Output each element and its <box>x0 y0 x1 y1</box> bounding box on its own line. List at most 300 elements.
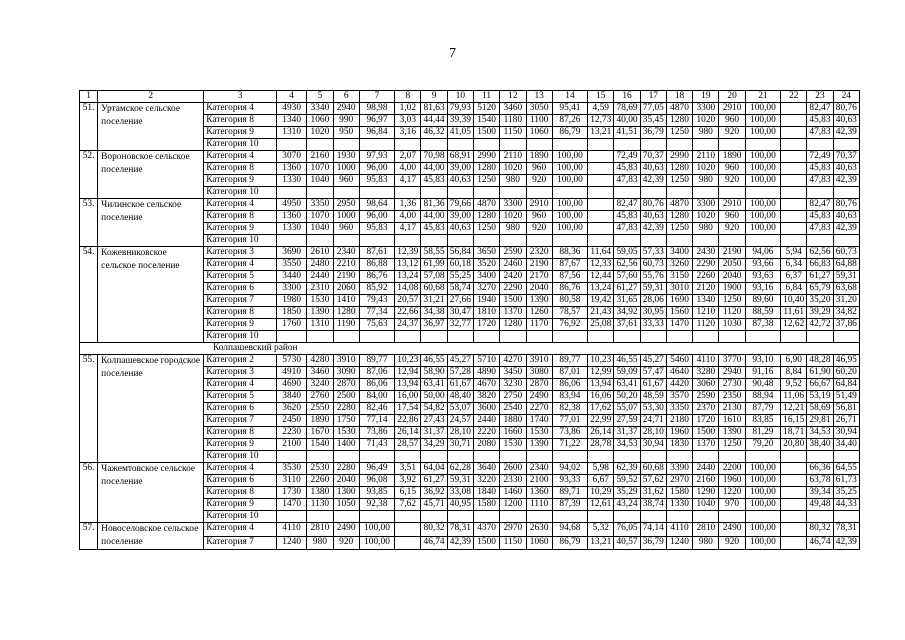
value-cell: 62,56 <box>807 247 833 259</box>
value-cell: 1280 <box>473 163 499 175</box>
category-cell: Категория 4 <box>204 523 277 537</box>
value-cell: 1530 <box>333 427 359 439</box>
value-cell: 3650 <box>473 247 499 259</box>
value-cell: 11,61 <box>781 307 807 319</box>
value-cell <box>588 151 614 163</box>
value-cell: 28,06 <box>640 295 666 307</box>
value-cell <box>588 451 614 463</box>
value-cell: 1890 <box>526 151 552 163</box>
value-cell <box>781 199 807 211</box>
value-cell: 59,31 <box>833 271 859 283</box>
value-cell: 100,00 <box>745 163 780 175</box>
value-cell: 87,06 <box>359 367 394 379</box>
value-cell: 1250 <box>719 439 745 451</box>
value-cell: 1880 <box>500 415 526 427</box>
value-cell <box>745 235 780 247</box>
value-cell: 1530 <box>500 439 526 451</box>
category-cell: Категория 8 <box>204 211 277 223</box>
value-cell: 13,24 <box>588 283 614 295</box>
value-cell: 28,57 <box>395 439 421 451</box>
value-cell: 86,76 <box>552 283 587 295</box>
value-cell: 1690 <box>666 295 692 307</box>
value-cell: 13,24 <box>395 271 421 283</box>
header-cell: 9 <box>421 91 447 103</box>
value-cell: 80,58 <box>552 295 587 307</box>
value-cell: 1240 <box>666 536 692 550</box>
value-cell <box>588 331 614 343</box>
value-cell: 80,76 <box>833 199 859 211</box>
category-cell: Категория 6 <box>204 283 277 295</box>
value-cell: 42,39 <box>640 223 666 235</box>
value-cell: 2940 <box>719 367 745 379</box>
value-cell <box>500 451 526 463</box>
value-cell: 82,47 <box>807 199 833 211</box>
value-cell: 55,25 <box>447 271 473 283</box>
value-cell: 1020 <box>500 211 526 223</box>
value-cell: 2280 <box>333 403 359 415</box>
value-cell <box>276 235 306 247</box>
value-cell: 100,00 <box>745 223 780 235</box>
value-cell: 3300 <box>693 103 719 115</box>
category-cell: Категория 4 <box>204 151 277 163</box>
value-cell <box>640 235 666 247</box>
value-cell <box>359 187 394 199</box>
value-cell: 960 <box>526 211 552 223</box>
value-cell: 1500 <box>473 127 499 139</box>
value-cell: 4,17 <box>395 223 421 235</box>
value-cell: 31,37 <box>421 427 447 439</box>
value-cell <box>395 511 421 523</box>
value-cell <box>552 331 587 343</box>
value-cell: 34,92 <box>614 307 640 319</box>
value-cell <box>807 187 833 199</box>
value-cell: 2750 <box>500 391 526 403</box>
value-cell: 87,39 <box>552 499 587 511</box>
value-cell: 46,55 <box>614 355 640 367</box>
value-cell <box>307 235 333 247</box>
value-cell: 1310 <box>276 127 306 139</box>
value-cell: 70,98 <box>421 151 447 163</box>
value-cell: 79,43 <box>359 295 394 307</box>
value-cell: 2970 <box>500 523 526 537</box>
value-cell: 2990 <box>666 151 692 163</box>
value-cell: 93,33 <box>552 475 587 487</box>
value-cell: 38,40 <box>807 439 833 451</box>
value-cell: 100,00 <box>552 175 587 187</box>
value-cell: 1330 <box>276 175 306 187</box>
value-cell: 5710 <box>473 355 499 367</box>
value-cell: 42,39 <box>833 127 859 139</box>
value-cell: 63,78 <box>807 475 833 487</box>
value-cell <box>640 511 666 523</box>
value-cell <box>807 451 833 463</box>
value-cell: 1330 <box>276 223 306 235</box>
value-cell: 76,05 <box>614 523 640 537</box>
value-cell <box>666 451 692 463</box>
value-cell: 44,44 <box>421 115 447 127</box>
value-cell: 2440 <box>693 463 719 475</box>
value-cell: 92,38 <box>359 499 394 511</box>
value-cell: 1200 <box>500 499 526 511</box>
header-cell: 12 <box>500 91 526 103</box>
value-cell: 1360 <box>276 211 306 223</box>
value-cell: 40,00 <box>614 115 640 127</box>
value-cell: 1,36 <box>395 199 421 211</box>
value-cell <box>588 175 614 187</box>
value-cell: 1670 <box>307 427 333 439</box>
value-cell: 1310 <box>307 319 333 331</box>
value-cell: 100,00 <box>552 211 587 223</box>
value-cell <box>833 235 859 247</box>
category-cell: Категория 5 <box>204 391 277 403</box>
value-cell: 37,86 <box>833 319 859 331</box>
value-cell: 100,00 <box>359 523 394 537</box>
category-cell: Категория 6 <box>204 403 277 415</box>
value-cell <box>526 187 552 199</box>
value-cell: 57,62 <box>640 475 666 487</box>
header-cell: 4 <box>276 91 306 103</box>
value-cell: 1110 <box>526 499 552 511</box>
value-cell: 96,08 <box>359 475 394 487</box>
value-cell: 2080 <box>473 439 499 451</box>
value-cell <box>333 451 359 463</box>
value-cell <box>447 187 473 199</box>
value-cell: 3400 <box>473 271 499 283</box>
value-cell: 30,71 <box>447 439 473 451</box>
category-cell: Категория 4 <box>204 379 277 391</box>
header-cell: 21 <box>745 91 780 103</box>
category-cell: Категория 9 <box>204 499 277 511</box>
value-cell <box>359 235 394 247</box>
value-cell: 71,43 <box>359 439 394 451</box>
value-cell: 42,39 <box>447 536 473 550</box>
value-cell <box>552 235 587 247</box>
value-cell: 82,46 <box>359 403 394 415</box>
value-cell <box>447 235 473 247</box>
value-cell <box>359 139 394 151</box>
value-cell: 75,63 <box>359 319 394 331</box>
value-cell: 100,00 <box>552 163 587 175</box>
value-cell: 960 <box>333 223 359 235</box>
value-cell: 39,29 <box>807 307 833 319</box>
value-cell: 94,68 <box>552 523 587 537</box>
value-cell: 61,99 <box>421 259 447 271</box>
value-cell: 17,54 <box>395 403 421 415</box>
value-cell: 2210 <box>333 259 359 271</box>
value-cell: 42,39 <box>833 223 859 235</box>
value-cell: 3620 <box>276 403 306 415</box>
value-cell: 980 <box>693 223 719 235</box>
value-cell: 4870 <box>473 199 499 211</box>
value-cell <box>693 139 719 151</box>
value-cell <box>276 139 306 151</box>
value-cell <box>395 523 421 537</box>
value-cell <box>781 487 807 499</box>
value-cell: 45,83 <box>421 175 447 187</box>
value-cell <box>395 536 421 550</box>
settlement-name: Уртамское сельское поселение <box>98 103 204 151</box>
value-cell: 24,71 <box>640 415 666 427</box>
value-cell: 87,01 <box>552 367 587 379</box>
value-cell <box>614 451 640 463</box>
value-cell: 100,00 <box>552 223 587 235</box>
value-cell <box>588 235 614 247</box>
value-cell: 1330 <box>666 499 692 511</box>
value-cell: 1210 <box>693 307 719 319</box>
value-cell: 1500 <box>473 536 499 550</box>
value-cell: 98,64 <box>359 199 394 211</box>
value-cell: 82,38 <box>552 403 587 415</box>
value-cell <box>307 511 333 523</box>
value-cell: 2340 <box>526 463 552 475</box>
value-cell: 83,85 <box>745 415 780 427</box>
category-cell: Категория 8 <box>204 163 277 175</box>
value-cell: 1890 <box>719 151 745 163</box>
header-cell: 23 <box>807 91 833 103</box>
value-cell: 12,94 <box>395 367 421 379</box>
value-cell: 18,71 <box>781 427 807 439</box>
value-cell: 1020 <box>307 127 333 139</box>
value-cell: 45,83 <box>807 163 833 175</box>
value-cell: 2540 <box>500 403 526 415</box>
value-cell: 1360 <box>526 487 552 499</box>
value-cell: 33,08 <box>447 487 473 499</box>
value-cell: 60,68 <box>640 463 666 475</box>
value-cell: 1250 <box>719 295 745 307</box>
value-cell: 5120 <box>473 103 499 115</box>
value-cell: 1280 <box>666 211 692 223</box>
value-cell: 3770 <box>719 355 745 367</box>
value-cell: 13,94 <box>588 379 614 391</box>
value-cell <box>745 139 780 151</box>
value-cell: 30,95 <box>640 307 666 319</box>
value-cell: 3270 <box>473 283 499 295</box>
value-cell: 12,44 <box>588 271 614 283</box>
value-cell <box>781 175 807 187</box>
value-cell: 3300 <box>693 199 719 211</box>
value-cell: 1470 <box>276 499 306 511</box>
value-cell <box>552 511 587 523</box>
value-cell: 1850 <box>276 307 306 319</box>
value-cell <box>719 139 745 151</box>
value-cell: 86,06 <box>359 379 394 391</box>
value-cell: 960 <box>333 175 359 187</box>
value-cell: 3400 <box>666 247 692 259</box>
value-cell: 87,26 <box>552 115 587 127</box>
value-cell: 3090 <box>333 367 359 379</box>
value-cell: 87,56 <box>552 271 587 283</box>
value-cell: 1300 <box>333 487 359 499</box>
value-cell: 48,59 <box>640 391 666 403</box>
value-cell: 1960 <box>666 427 692 439</box>
value-cell: 24,57 <box>447 415 473 427</box>
value-cell: 35,20 <box>807 295 833 307</box>
value-cell: 61,90 <box>807 367 833 379</box>
value-cell: 1840 <box>473 487 499 499</box>
value-cell: 1240 <box>276 536 306 550</box>
value-cell: 3060 <box>693 379 719 391</box>
value-cell: 36,97 <box>421 319 447 331</box>
value-cell: 39,39 <box>447 115 473 127</box>
value-cell: 31,20 <box>833 295 859 307</box>
category-cell: Категория 9 <box>204 127 277 139</box>
value-cell: 64,88 <box>833 259 859 271</box>
value-cell: 12,61 <box>588 499 614 511</box>
value-cell: 3530 <box>276 463 306 475</box>
value-cell: 1280 <box>666 163 692 175</box>
value-cell: 86,88 <box>359 259 394 271</box>
value-cell: 2160 <box>693 475 719 487</box>
value-cell: 81,29 <box>745 427 780 439</box>
value-cell: 61,27 <box>421 475 447 487</box>
value-cell: 79,93 <box>447 103 473 115</box>
value-cell: 1980 <box>276 295 306 307</box>
value-cell: 6,90 <box>781 355 807 367</box>
value-cell: 3910 <box>333 355 359 367</box>
value-cell: 11,64 <box>588 247 614 259</box>
value-cell: 77,05 <box>640 103 666 115</box>
value-cell: 3640 <box>473 463 499 475</box>
value-cell: 49,48 <box>807 499 833 511</box>
value-cell: 920 <box>719 536 745 550</box>
value-cell: 1340 <box>693 295 719 307</box>
value-cell: 2040 <box>719 271 745 283</box>
value-cell: 1760 <box>276 319 306 331</box>
value-cell: 4110 <box>276 523 306 537</box>
value-cell: 97,93 <box>359 151 394 163</box>
value-cell <box>693 235 719 247</box>
value-cell: 1290 <box>693 487 719 499</box>
value-cell: 54,82 <box>421 403 447 415</box>
value-cell <box>640 187 666 199</box>
value-cell: 28,10 <box>640 427 666 439</box>
value-cell: 53,19 <box>807 391 833 403</box>
value-cell: 1130 <box>307 499 333 511</box>
value-cell: 22,66 <box>395 307 421 319</box>
value-cell: 7,62 <box>395 499 421 511</box>
value-cell: 86,06 <box>552 379 587 391</box>
value-cell: 57,08 <box>421 271 447 283</box>
value-cell: 2870 <box>333 379 359 391</box>
value-cell <box>333 139 359 151</box>
value-cell: 5,94 <box>781 247 807 259</box>
value-cell: 2970 <box>666 475 692 487</box>
value-cell: 960 <box>719 163 745 175</box>
value-cell <box>807 235 833 247</box>
value-cell <box>421 187 447 199</box>
value-cell: 27,43 <box>421 415 447 427</box>
value-cell: 2630 <box>526 523 552 537</box>
value-cell: 61,27 <box>614 283 640 295</box>
value-cell: 1960 <box>719 475 745 487</box>
value-cell <box>447 511 473 523</box>
value-cell: 1540 <box>473 115 499 127</box>
value-cell <box>781 475 807 487</box>
value-cell: 4690 <box>276 379 306 391</box>
value-cell: 93,16 <box>745 283 780 295</box>
value-cell: 1340 <box>276 115 306 127</box>
value-cell: 35,45 <box>640 115 666 127</box>
value-cell: 80,32 <box>421 523 447 537</box>
value-cell: 88,59 <box>745 307 780 319</box>
value-cell <box>421 451 447 463</box>
value-cell: 2500 <box>333 391 359 403</box>
value-cell: 5730 <box>276 355 306 367</box>
value-cell: 2430 <box>693 247 719 259</box>
value-cell: 2190 <box>526 259 552 271</box>
value-cell: 20,57 <box>395 295 421 307</box>
value-cell: 42,39 <box>640 175 666 187</box>
value-cell: 2530 <box>307 463 333 475</box>
value-cell: 3910 <box>526 355 552 367</box>
value-cell <box>807 331 833 343</box>
value-cell: 960 <box>719 115 745 127</box>
value-cell: 2490 <box>719 523 745 537</box>
value-cell: 4280 <box>307 355 333 367</box>
value-cell: 1280 <box>500 319 526 331</box>
value-cell: 1120 <box>693 319 719 331</box>
value-cell: 78,31 <box>833 523 859 537</box>
category-cell: Категория 7 <box>204 536 277 550</box>
value-cell: 4930 <box>276 103 306 115</box>
value-cell: 96,49 <box>359 463 394 475</box>
value-cell: 50,00 <box>421 391 447 403</box>
table-row <box>80 103 860 115</box>
value-cell <box>666 187 692 199</box>
category-cell: Категория 3 <box>204 247 277 259</box>
category-cell: Категория 10 <box>204 451 277 463</box>
value-cell: 60,73 <box>833 247 859 259</box>
value-cell: 63,41 <box>614 379 640 391</box>
value-cell: 3,51 <box>395 463 421 475</box>
value-cell <box>447 451 473 463</box>
value-cell: 2590 <box>693 391 719 403</box>
value-cell <box>614 331 640 343</box>
value-cell: 2280 <box>333 463 359 475</box>
value-cell <box>719 511 745 523</box>
value-cell <box>526 139 552 151</box>
header-cell: 6 <box>333 91 359 103</box>
value-cell: 100,00 <box>359 536 394 550</box>
value-cell: 1250 <box>473 223 499 235</box>
value-cell: 37,61 <box>614 319 640 331</box>
header-row <box>80 91 860 103</box>
value-cell: 42,39 <box>833 175 859 187</box>
value-cell: 3820 <box>473 391 499 403</box>
value-cell: 2040 <box>333 475 359 487</box>
value-cell: 980 <box>693 127 719 139</box>
value-cell: 25,08 <box>588 319 614 331</box>
value-cell: 91,16 <box>745 367 780 379</box>
value-cell: 100,00 <box>745 487 780 499</box>
value-cell: 3570 <box>666 391 692 403</box>
value-cell: 1100 <box>526 115 552 127</box>
header-cell: 13 <box>526 91 552 103</box>
value-cell: 3460 <box>500 103 526 115</box>
value-cell: 88,94 <box>745 391 780 403</box>
value-cell: 1560 <box>666 307 692 319</box>
value-cell: 47,83 <box>614 223 640 235</box>
value-cell: 3350 <box>307 199 333 211</box>
category-cell: Категория 7 <box>204 415 277 427</box>
value-cell: 100,00 <box>745 475 780 487</box>
value-cell <box>666 139 692 151</box>
value-cell: 93,66 <box>745 259 780 271</box>
value-cell: 40,63 <box>640 163 666 175</box>
value-cell: 78,57 <box>552 307 587 319</box>
value-cell: 4890 <box>473 367 499 379</box>
value-cell: 980 <box>693 536 719 550</box>
